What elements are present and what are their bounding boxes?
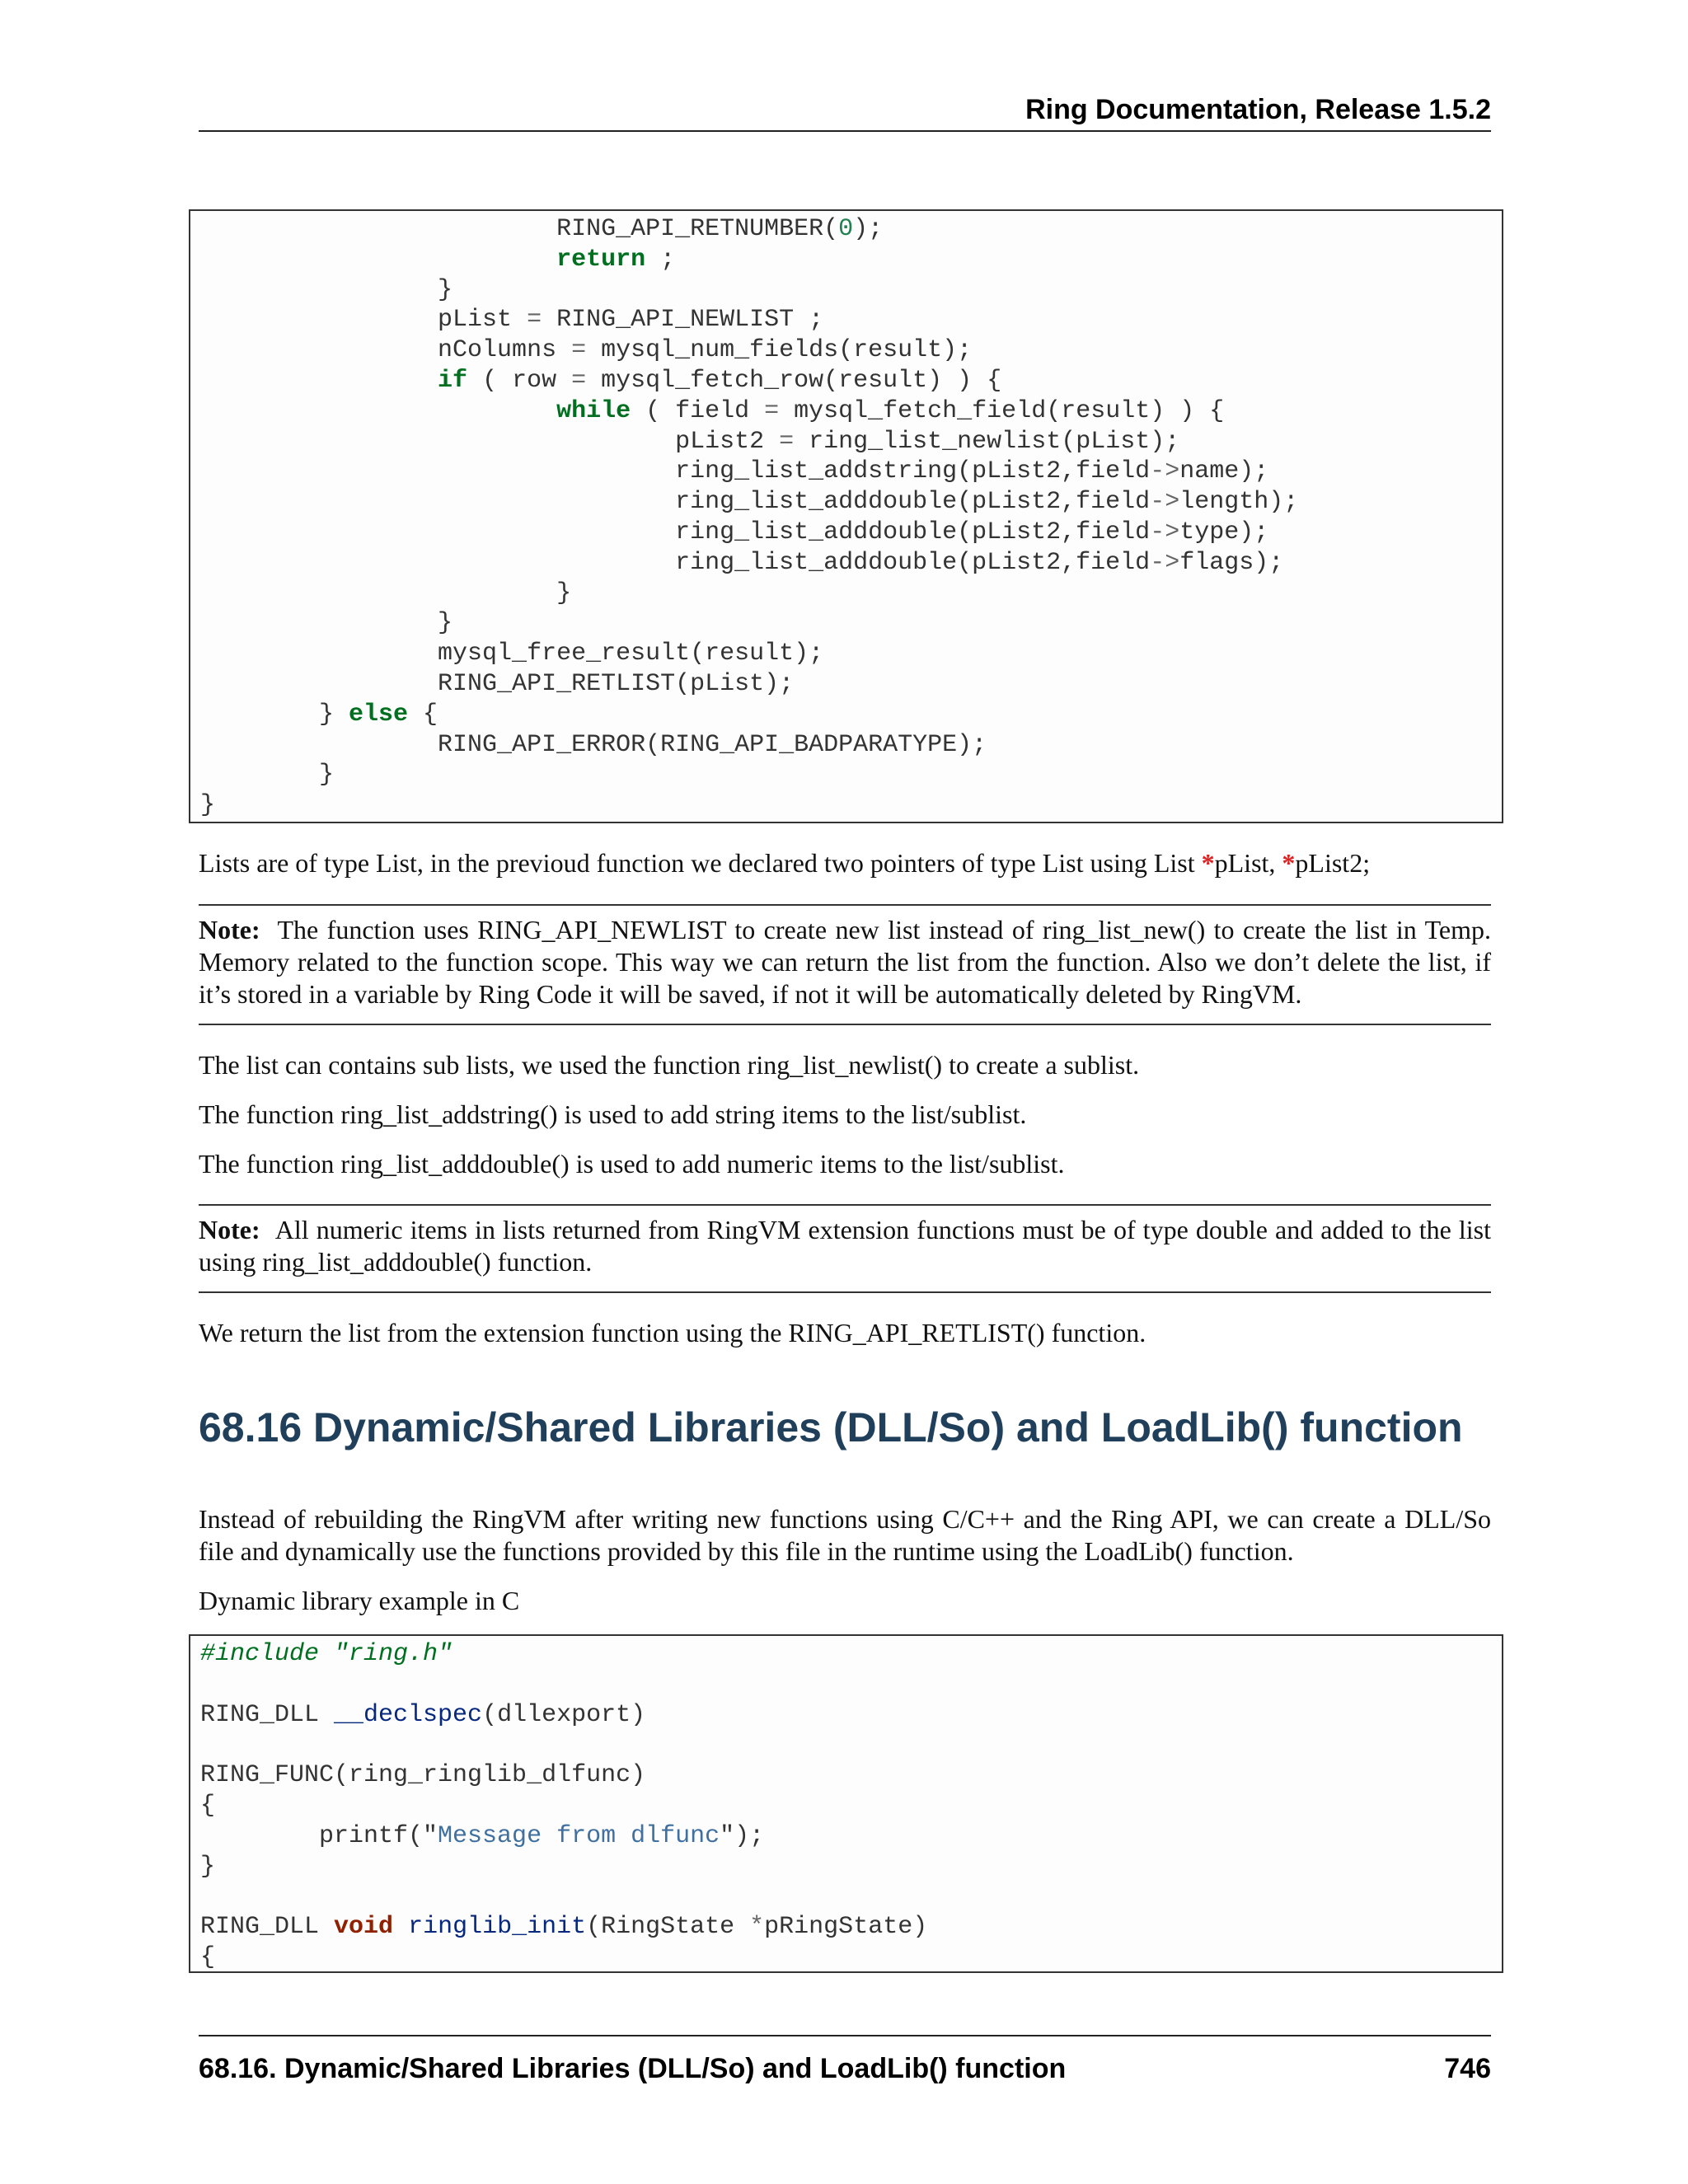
code-line: while ( field = mysql_fetch_field(result) ) { (556, 396, 1225, 425)
paragraph-sublist: The list can contains sub lists, we used the function ring_list_newlist() to create a sublist. (199, 1050, 1140, 1080)
code-line: RING_API_ERROR(RING_API_BADPARATYPE); (200, 730, 987, 759)
code-line: { (200, 1791, 216, 1820)
code-line: nColumns = mysql_num_fields(result); (200, 336, 973, 365)
page-number: 746 (1444, 2053, 1491, 2084)
code-block-dll-example (189, 1634, 1503, 1973)
code-listing (190, 1636, 1502, 1973)
paragraph-addstring: The function ring_list_addstring() is used to add string items to the list/sublist. (199, 1099, 1027, 1129)
code-line: RING_API_RETNUMBER(0); (200, 215, 884, 243)
code-line: ring_list_adddouble(pList2,field->type); (200, 518, 1269, 546)
note-text: All numeric items in lists returned from RingVM extension functions must be of type double and added to the list using ring_list_adddouble() function. (199, 1215, 1492, 1277)
note-label: Note: (199, 1215, 260, 1244)
code-line: mysql_free_result(result); (200, 640, 824, 668)
code-line: #include "ring.h" (200, 1640, 453, 1668)
code-line: return ; (556, 245, 676, 274)
paragraph-adddouble: The function ring_list_adddouble() is used to add numeric items to the list/sublist. (199, 1149, 1065, 1179)
paragraph-instead: Instead of rebuilding the RingVM after writing new functions using C/C++ and the Ring API, we can create a DLL/So file and dynamically use the functions provided by this file in the runtime using the LoadLib() function. (199, 1504, 1491, 1566)
code-line: } (200, 275, 453, 304)
footer-section-title: 68.16. Dynamic/Shared Libraries (DLL/So) and LoadLib() function (199, 2053, 1067, 2084)
code-line: pList = RING_API_NEWLIST ; (200, 306, 824, 335)
code-line: printf("Message from dlfunc"); (200, 1821, 765, 1850)
code-line: RING_FUNC(ring_ringlib_dlfunc) (200, 1761, 646, 1790)
code-line: { (200, 1943, 216, 1971)
paragraph-retlist: We return the list from the extension function using the RING_API_RETLIST() function. (199, 1318, 1146, 1347)
code-line: RING_DLL __declspec(dllexport) (200, 1700, 646, 1729)
code-line: } (200, 761, 335, 790)
page-footer (199, 2035, 1491, 2086)
code-line: } (200, 579, 572, 607)
note-newlist (199, 904, 1491, 1025)
code-line: RING_API_RETLIST(pList); (200, 669, 795, 698)
code-line: if ( row = mysql_fetch_row(result) ) { (438, 366, 1002, 395)
code-line: ring_list_addstring(pList2,field->name); (200, 457, 1269, 486)
page-header (199, 89, 1491, 132)
code-line: RING_DLL void ringlib_init(RingState *pRingState) (200, 1913, 928, 1942)
note-numeric-items (199, 1204, 1491, 1293)
section-heading: 68.16 Dynamic/Shared Libraries (DLL/So) and LoadLib() function (199, 1404, 1463, 1451)
paragraph-example-caption: Dynamic library example in C (199, 1586, 520, 1615)
note-label: Note: (199, 915, 260, 944)
note-text: The function uses RING_API_NEWLIST to create new list instead of ring_list_new() to create the list in Temp. Memory related to the function scope. This way we can return the list from the function. Also we don’t delete the list, if it’s stored in a variable by Ring Code it will be saved, if not it will be automatically deleted by RingVM. (199, 915, 1492, 1009)
code-line: ring_list_adddouble(pList2,field->flags); (200, 548, 1284, 577)
header-title: Ring Documentation, Release 1.5.2 (1025, 94, 1491, 125)
code-line: pList2 = ring_list_newlist(pList); (200, 427, 1180, 456)
code-listing (190, 211, 1502, 821)
code-line: ring_list_adddouble(pList2,field->length); (200, 488, 1299, 517)
code-block-mysql-columns (189, 209, 1503, 823)
paragraph-list-pointers: Lists are of type List, in the previoud function we declared two pointers of type List using List *pList, *pList2; (199, 848, 1371, 878)
code-line: } (200, 791, 216, 820)
code-line: } (200, 1852, 216, 1881)
code-line: } (200, 609, 453, 638)
code-line: } else { (200, 700, 438, 729)
